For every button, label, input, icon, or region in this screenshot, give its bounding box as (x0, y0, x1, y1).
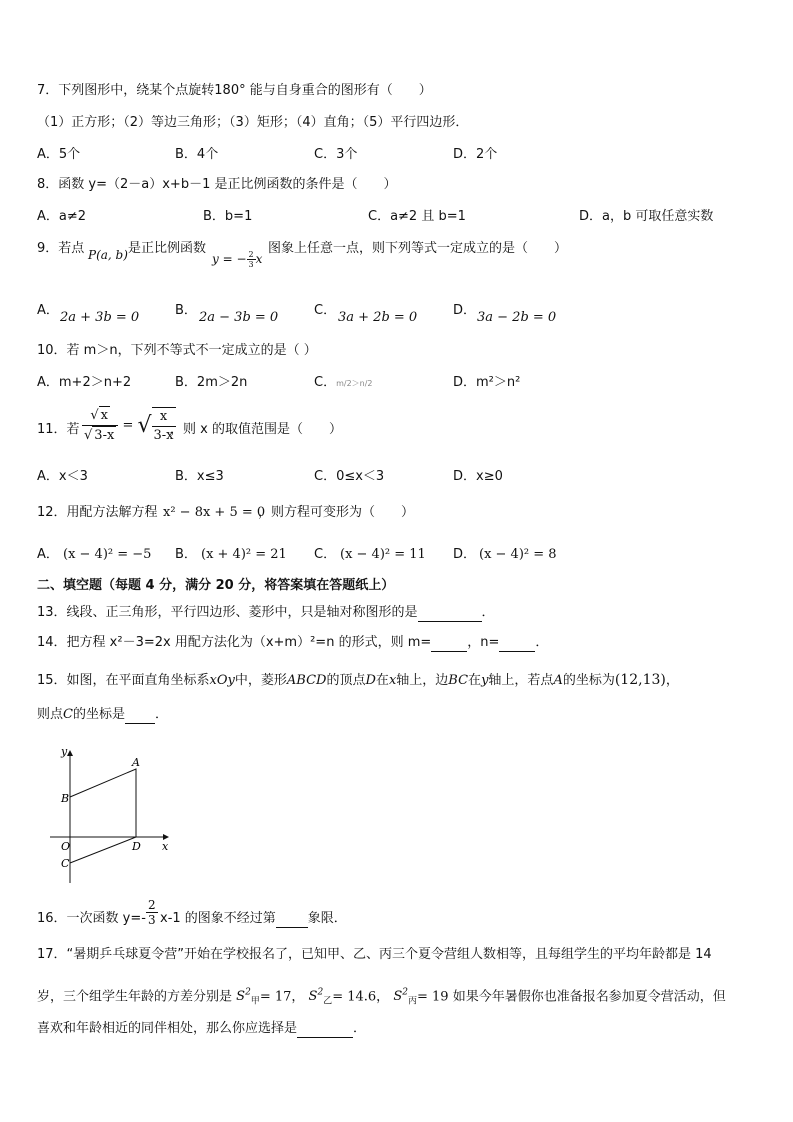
q13-answer-blank (418, 607, 482, 622)
q9-stem-a: 9．若点 (37, 241, 85, 256)
q16-end: 象限． (307, 911, 347, 926)
q15-a: A (553, 673, 563, 688)
q12-stem-b: ，则方程可变形为（ ） (258, 505, 415, 520)
q14-mid: ，n= (467, 635, 500, 650)
q9-option-d-expr: 3a − 2b = 0 (477, 310, 557, 325)
q9-fn-var: x (255, 252, 263, 266)
q11-lhs-fraction (82, 406, 118, 445)
q8-stem: 8．函数 y=（2－a）x+b－1 是正比例函数的条件是（ ） (37, 177, 397, 192)
q15-label-a: A (132, 756, 140, 769)
q15-coord: (12,13) (614, 672, 666, 688)
q8-option-d: D．a，b 可取任意实数 (579, 209, 714, 224)
q17-line1: 17．“暑期乒乓球夏令营”开始在学校报名了，已知甲、乙、丙三个夏令营组人数相等，且每组学生的平均年龄都是 14 (37, 947, 712, 962)
q15-d: D (365, 673, 376, 688)
q11-equals: = (122, 418, 134, 433)
q14-n-blank (499, 637, 535, 652)
q12-option-b-letter: B． (175, 547, 197, 562)
q11-lhs-num: √ x (82, 406, 118, 426)
q15-stem-b: 中，菱形 (234, 673, 287, 688)
q15-stem-c: 的顶点 (326, 673, 366, 688)
q11-option-d: D．x≥0 (453, 469, 503, 484)
q9-option-a-expr: 2a + 3b = 0 (60, 310, 140, 325)
q17-answer-blank (297, 1023, 353, 1038)
q11-rhs-radical: √ (137, 413, 152, 438)
q15-stem-h: 的坐标为 (562, 673, 615, 688)
q11-lhs-den: √ 3-x (84, 428, 115, 443)
q15-abcd: ABCD (286, 673, 327, 688)
q17-v-bing: = 19 (416, 989, 449, 1005)
q15-line1 (37, 671, 679, 690)
q16-fraction (146, 898, 158, 927)
q9-fn-num: 2 (248, 250, 254, 259)
q17-line2: 岁，三个组学生年龄的方差分别是 $S^2_甲= 17$， $S^2_乙= 14.6$， $S^2_丙= 19$ 如果今年暑假你也准备报名参加夏令营活动，但 (37, 988, 726, 1007)
q16-answer-blank (276, 913, 308, 928)
q9-fn-fraction (247, 250, 256, 269)
q9-option-a-letter: A． (37, 303, 59, 318)
q17-v-yi: = 14.6 (332, 989, 377, 1005)
q11-stem-a: 11．若 (37, 422, 80, 437)
q15-label-d: D (132, 840, 141, 853)
q9-fn-den: 3 (248, 260, 254, 269)
q7-option-a: A．5个 (37, 147, 81, 162)
q12-option-a-expr: (x − 4)² = −5 (63, 547, 152, 562)
q12-option-d-letter: D． (453, 547, 477, 562)
q15-stem-g: 轴上，若点 (488, 673, 554, 688)
q11-lhs-den-x: 3-x (94, 428, 115, 443)
q15-xoy: xOy (209, 673, 235, 688)
q11-stem-b: ，则 x 的取值范围是（ ） (170, 422, 342, 437)
q15-c: C (63, 707, 73, 722)
q13-end: ． (481, 605, 495, 620)
q15-line2 (37, 706, 168, 724)
q10-option-a: A．m+2＞n+2 (37, 375, 132, 390)
q10-stem: 10．若 m＞n，下列不等式不一定成立的是（ ） (37, 343, 317, 358)
q9-point: P(a, b) (88, 248, 128, 262)
q15-figure (50, 745, 180, 885)
q17-line3 (37, 1020, 366, 1038)
q15-stem-a: 15．如图，在平面直角坐标系 (37, 673, 210, 688)
q9-option-c-expr: 3a + 2b = 0 (338, 310, 418, 325)
q11-option-b: B．x≤3 (175, 469, 224, 484)
q7-option-c: C．3个 (314, 147, 358, 162)
q13-line (37, 604, 495, 622)
q14-end: ． (535, 635, 549, 650)
q17-s-yi: $S^2_乙$ (308, 988, 333, 1007)
q15-stem-e: 轴上，边 (396, 673, 449, 688)
q11-option-c: C．0≤x＜3 (314, 469, 385, 484)
q16-stem-a: 16．一次函数 y=- (37, 911, 146, 926)
q9-fn-lhs: y = − (212, 252, 247, 266)
q12-option-c-expr: (x − 4)² = 11 (340, 547, 426, 562)
q12-option-b-expr: (x + 4)² = 21 (201, 547, 287, 562)
q15-line2-a: 则点 (37, 707, 64, 722)
q8-option-b: B．b=1 (203, 209, 253, 224)
q17-end: ． (353, 1021, 367, 1036)
q16-num: 2 (148, 898, 156, 912)
q17-v-jia: = 17 (259, 989, 292, 1005)
q7-list: （1）正方形；（2）等边三角形；（3）矩形；（4）直角；（5）平行四边形． (37, 115, 469, 130)
q11-equation (82, 406, 176, 445)
q12-option-c-letter: C． (314, 547, 337, 562)
q9-option-d-letter: D． (453, 303, 477, 318)
q9-function (212, 250, 262, 269)
q15-end: ． (154, 707, 168, 722)
q7-option-d: D．2个 (453, 147, 498, 162)
q14-stem: 14．把方程 x²－3=2x 用配方法化为（x+m）²=n 的形式，则 m= (37, 635, 432, 650)
q15-stem-i: ， (665, 673, 679, 688)
q9-stem-b: 是正比例函数 (128, 241, 207, 256)
q16-frac (146, 898, 158, 927)
q15-label-x: x (162, 840, 169, 853)
q12-stem-a: 12．用配方法解方程 (37, 505, 158, 520)
q17-line2-b: 如果今年暑假你也准备报名参加夏令营活动，但 (452, 989, 726, 1005)
q15-y: y (481, 673, 489, 688)
q14-m-blank (431, 637, 467, 652)
q9-stem-c: 图象上任意一点，则下列等式一定成立的是（ ） (268, 241, 568, 256)
q11-lhs-num-x: x (100, 408, 108, 423)
q17-line3-text: 喜欢和年龄相近的同伴相处，那么你应选择是 (37, 1021, 298, 1036)
q15-line2-b: 的坐标是 (72, 707, 125, 722)
q12-equation: x² − 8x + 5 = 0 (163, 505, 266, 520)
q17-s-jia: $S^2_甲$ (236, 988, 260, 1007)
q8-option-c: C．a≠2 且 b=1 (368, 209, 466, 224)
q16-line-b (160, 910, 347, 928)
q9-option-b-letter: B． (175, 303, 197, 318)
q7-stem: 7．下列图形中，绕某个点旋转180° 能与自身重合的图形有（ ） (37, 83, 432, 98)
q17-line2-a: 岁，三个组学生年龄的方差分别是 (37, 989, 233, 1005)
q15-label-y: y (61, 745, 68, 758)
q11-rhs-num: x (152, 408, 176, 427)
q9-option-b-expr: 2a − 3b = 0 (199, 310, 279, 325)
q15-answer-blank (125, 709, 155, 724)
q8-option-a: A．a≠2 (37, 209, 87, 224)
q14-line (37, 634, 548, 652)
q11-option-a: A．x＜3 (37, 469, 88, 484)
q10-option-c (314, 374, 373, 393)
q12-option-d-expr: (x − 4)² = 8 (479, 547, 557, 562)
q7-option-b: B．4个 (175, 147, 219, 162)
q15-label-c: C (61, 857, 70, 870)
section2-title: 二、填空题（每题 4 分，满分 20 分，将答案填在答题纸上） (37, 578, 395, 593)
q15-x: x (388, 673, 397, 688)
q15-label-b: B (61, 792, 70, 805)
q13-stem: 13．线段、正三角形，平行四边形、菱形中，只是轴对称图形的是 (37, 605, 418, 620)
q16-stem-b: x-1 的图象不经过第 (160, 911, 276, 926)
q15-label-o: O (61, 840, 71, 853)
q10-option-b: B．2m＞2n (175, 375, 248, 390)
q10-option-d: D．m²＞n² (453, 375, 521, 390)
q11-rhs-den: 3-x (153, 427, 174, 443)
q9-option-c-letter: C． (314, 303, 337, 318)
q15-rhombus (70, 769, 136, 863)
q15-stem-f: 在 (468, 673, 482, 688)
q16-den: 3 (148, 913, 156, 927)
q10-option-c-expr: m/2＞n/2 (336, 379, 373, 388)
q12-option-a-letter: A． (37, 547, 59, 562)
q15-stem-d: 在 (375, 673, 389, 688)
q15-bc: BC (448, 673, 469, 688)
q17-s-bing: $S^2_丙$ (393, 988, 417, 1007)
q10-option-c-letter: C． (314, 375, 337, 390)
